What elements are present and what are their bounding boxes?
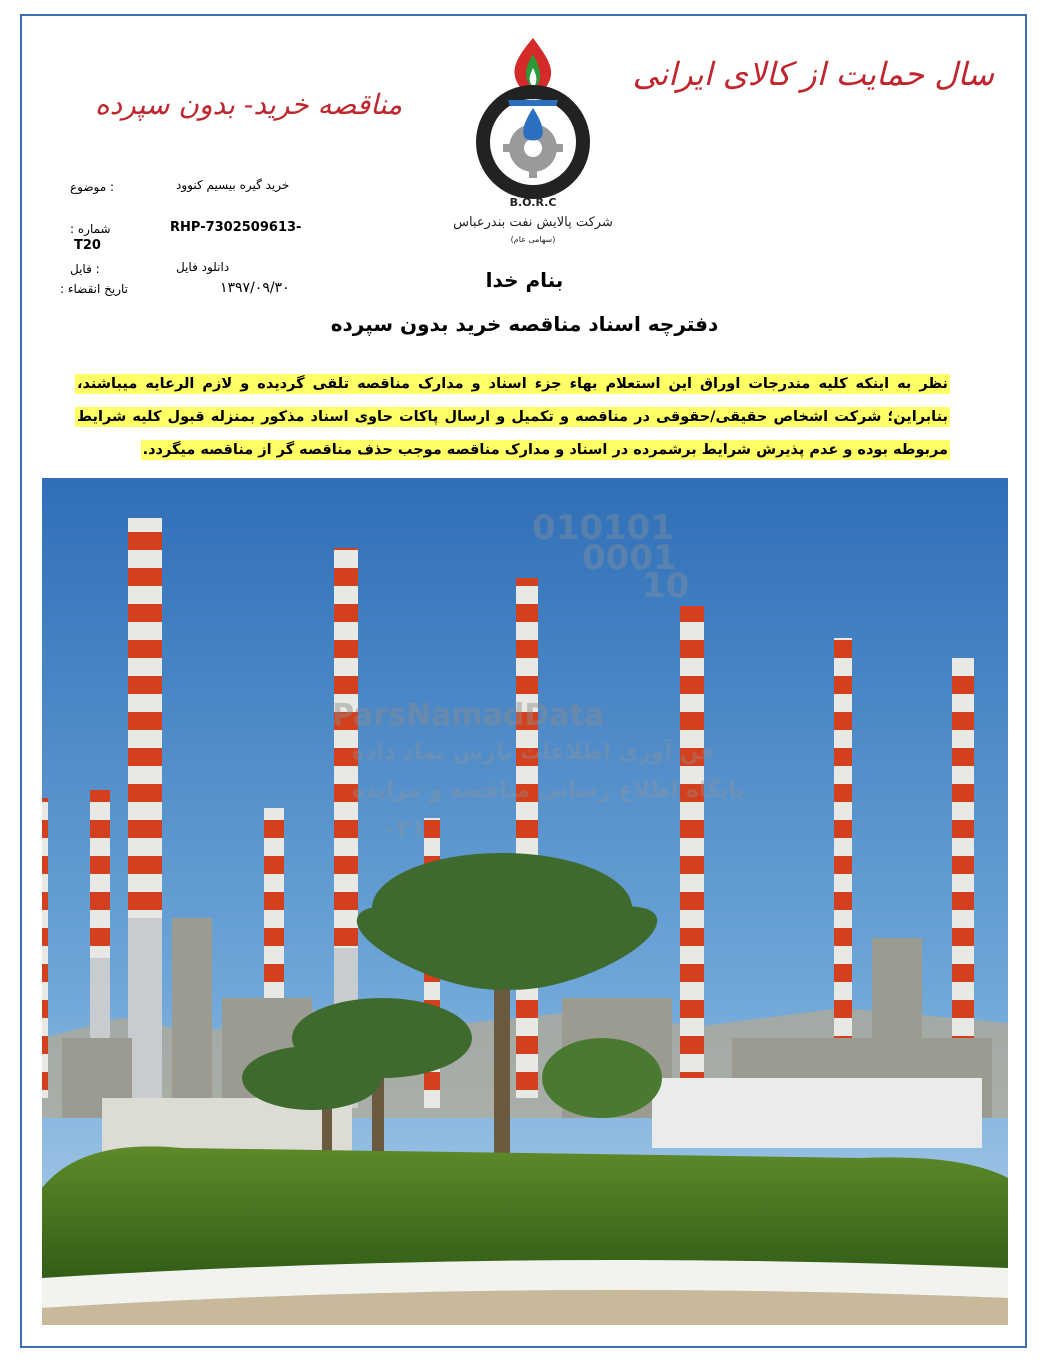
refinery-photo xyxy=(42,478,1008,1325)
number-label: : شماره xyxy=(70,222,111,236)
tender-type-title: مناقصه خرید- بدون سپرده xyxy=(95,88,403,121)
notice-text: نظر به اینکه کلیه مندرجات اوراق این استعلام بهاء جزء اسناد و مدارک مناقصه تلقی گردیده و لازم الرعایه میباشند، بنابراین؛ شرکت اشخاص حقیقی/حقوقی در مناقصه و تکمیل و ارسال پاکات حاوی اسناد مذکور بمنزله قبول کلیه شرایط مربوطه بوده و عدم پذیرش شرایط برشمرده در اسناد و مدارک مناقصه موجب حذف مناقصه گر از مناقصه میگردد. xyxy=(77,376,948,458)
notice-paragraph xyxy=(75,368,950,467)
subject-label: موضوع : xyxy=(70,180,115,194)
document-title: دفترچه اسناد مناقصه خرید بدون سپرده xyxy=(330,312,719,336)
watermark-binary-3: 10 xyxy=(642,566,690,606)
logo-company-name: شرکت پالایش نفت بندرعباس xyxy=(453,215,613,230)
company-logo xyxy=(438,30,628,250)
slogan-text: سال حمایت از کالای ایرانی xyxy=(632,55,994,93)
watermark-binary-2: 0001 xyxy=(582,538,677,578)
number-value: RHP-7302509613- xyxy=(170,220,302,235)
watermark-line-1: فن آوری اطلاعات پارس نماد داده xyxy=(352,740,715,765)
subject-value: خرید گیره بیسیم کنوود xyxy=(176,178,290,192)
logo-abbreviation: B.O.R.C xyxy=(509,196,557,209)
expiry-value: ۱۳۹۷/۰۹/۳۰ xyxy=(220,280,290,296)
logo-company-subtitle: (سهامی عام) xyxy=(510,235,556,244)
expiry-label: تاریخ انقضاء : xyxy=(60,282,128,296)
page-heading: بنام خدا xyxy=(485,268,564,292)
file-label: فایل : xyxy=(70,262,100,276)
watermark-line-2: پایگاه اطلاع رسانی مناقصه و مزایده xyxy=(352,778,745,803)
watermark-phone: ۰۲۱ xyxy=(382,814,426,842)
number-value-suffix: T20 xyxy=(74,238,101,253)
watermark-brand: ParsNamadData xyxy=(332,698,605,733)
watermark-binary-1: 010101 xyxy=(532,508,674,548)
file-download-link[interactable]: دانلود فایل xyxy=(176,260,230,274)
